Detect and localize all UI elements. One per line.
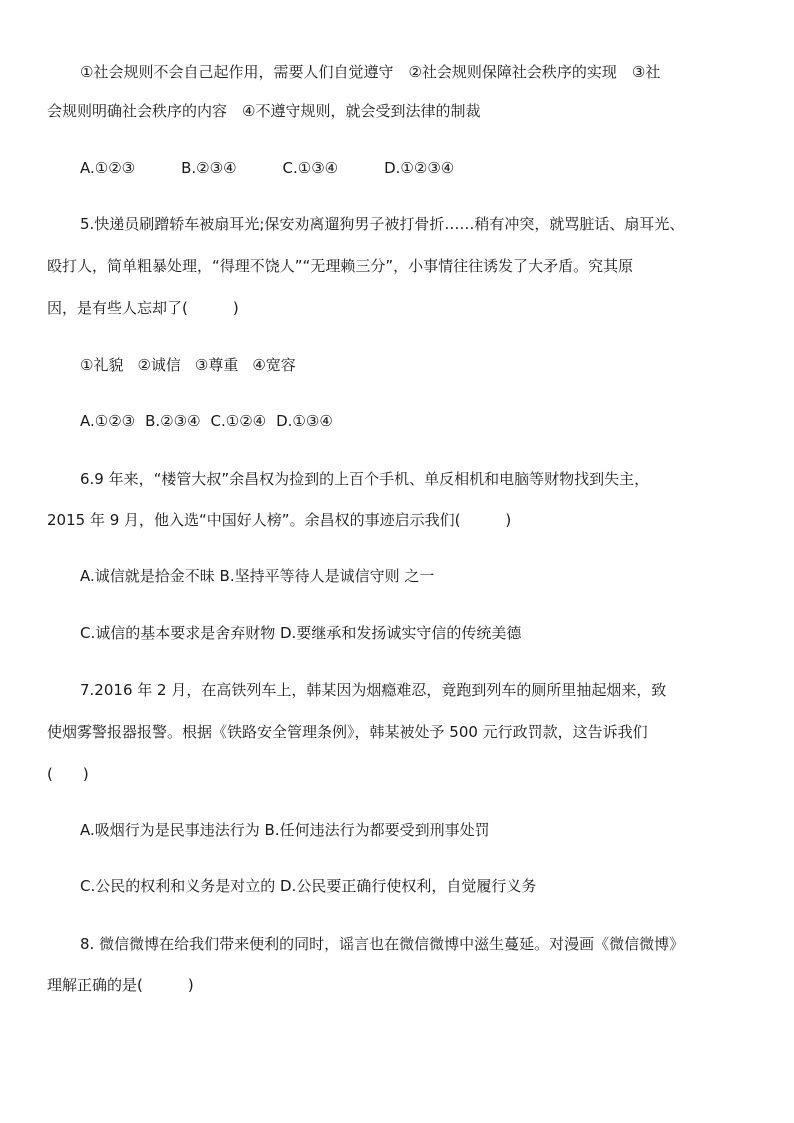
- q5-statement-2: ②诚信: [137, 356, 181, 374]
- q6-options-line-2: C.诚信的基本要求是舍弃财物 D.要继承和发扬诚实守信的传统美德: [80, 624, 522, 642]
- q7-stem-line-2: 使烟雾警报器报警。根据《铁路安全管理条例》，韩某被处予 500 元行政罚款，这告诉我们: [47, 723, 648, 741]
- q6-stem-line-1: 6.9 年来，“楼管大叔”余昌权为捡到的上百个手机、单反相机和电脑等财物找到失主，: [80, 470, 650, 488]
- q4-option-d: D.①②③④: [384, 159, 455, 177]
- q6-options-line-1: A.诚信就是拾金不昧 B.坚持平等待人是诚信守则 之一: [80, 567, 435, 585]
- q5-stem-line-3: 因，是有些人忘却了( ): [47, 299, 239, 317]
- q5-option-d: D.①③④: [276, 412, 333, 430]
- q4-statements-line-1: ①社会规则不会自己起作用，需要人们自觉遵守 ②社会规则保障社会秩序的实现 ③社: [80, 63, 661, 81]
- q6-stem-line-2: 2015 年 9 月，他入选“中国好人榜”。余昌权的事迹启示我们( ): [47, 511, 512, 529]
- q5-statement-3: ③尊重: [194, 356, 239, 374]
- q5-option-b: B.②③④: [145, 412, 201, 430]
- q8-stem-line-1: 8. 微信微博在给我们带来便利的同时，谣言也在微信微博中滋生蔓延。对漫画《微信微博》: [80, 935, 685, 953]
- q5-statement-1: ①礼貌: [80, 356, 124, 374]
- q5-statements: [80, 355, 296, 375]
- q4-option-c: C.①③④: [282, 159, 339, 177]
- q7-options-line-1: A.吸烟行为是民事违法行为 B.任何违法行为都要受到刑事处罚: [80, 821, 490, 839]
- q5-stem-line-2: 殴打人，简单粗暴处理，“得理不饶人”“无理赖三分”，小事情往往诱发了大矛盾。究其原: [47, 257, 634, 275]
- q5-option-c: C.①②④: [210, 412, 267, 430]
- q4-options: [80, 158, 454, 178]
- q5-statement-4: ④宽容: [252, 356, 296, 374]
- q5-option-a: A.①②③: [80, 412, 136, 430]
- q5-options: [80, 411, 333, 431]
- q4-option-a: A.①②③: [80, 159, 136, 177]
- q4-option-b: B.②③④: [181, 159, 237, 177]
- q7-stem-line-3: ( ): [47, 765, 89, 783]
- q7-stem-line-1: 7.2016 年 2 月，在高铁列车上，韩某因为烟瘾难忍，竟跑到列车的厕所里抽起烟来，致: [80, 681, 667, 699]
- q5-stem-line-1: 5.快递员刷蹭轿车被扇耳光;保安劝离遛狗男子被打骨折……稍有冲突，就骂脏话、扇耳光、: [80, 215, 685, 233]
- q4-statements-line-2: 会规则明确社会秩序的内容 ④不遵守规则，就会受到法律的制裁: [47, 102, 481, 120]
- q8-stem-line-2: 理解正确的是( ): [47, 976, 194, 994]
- q7-options-line-2: C.公民的权利和义务是对立的 D.公民要正确行使权利，自觉履行义务: [80, 877, 537, 895]
